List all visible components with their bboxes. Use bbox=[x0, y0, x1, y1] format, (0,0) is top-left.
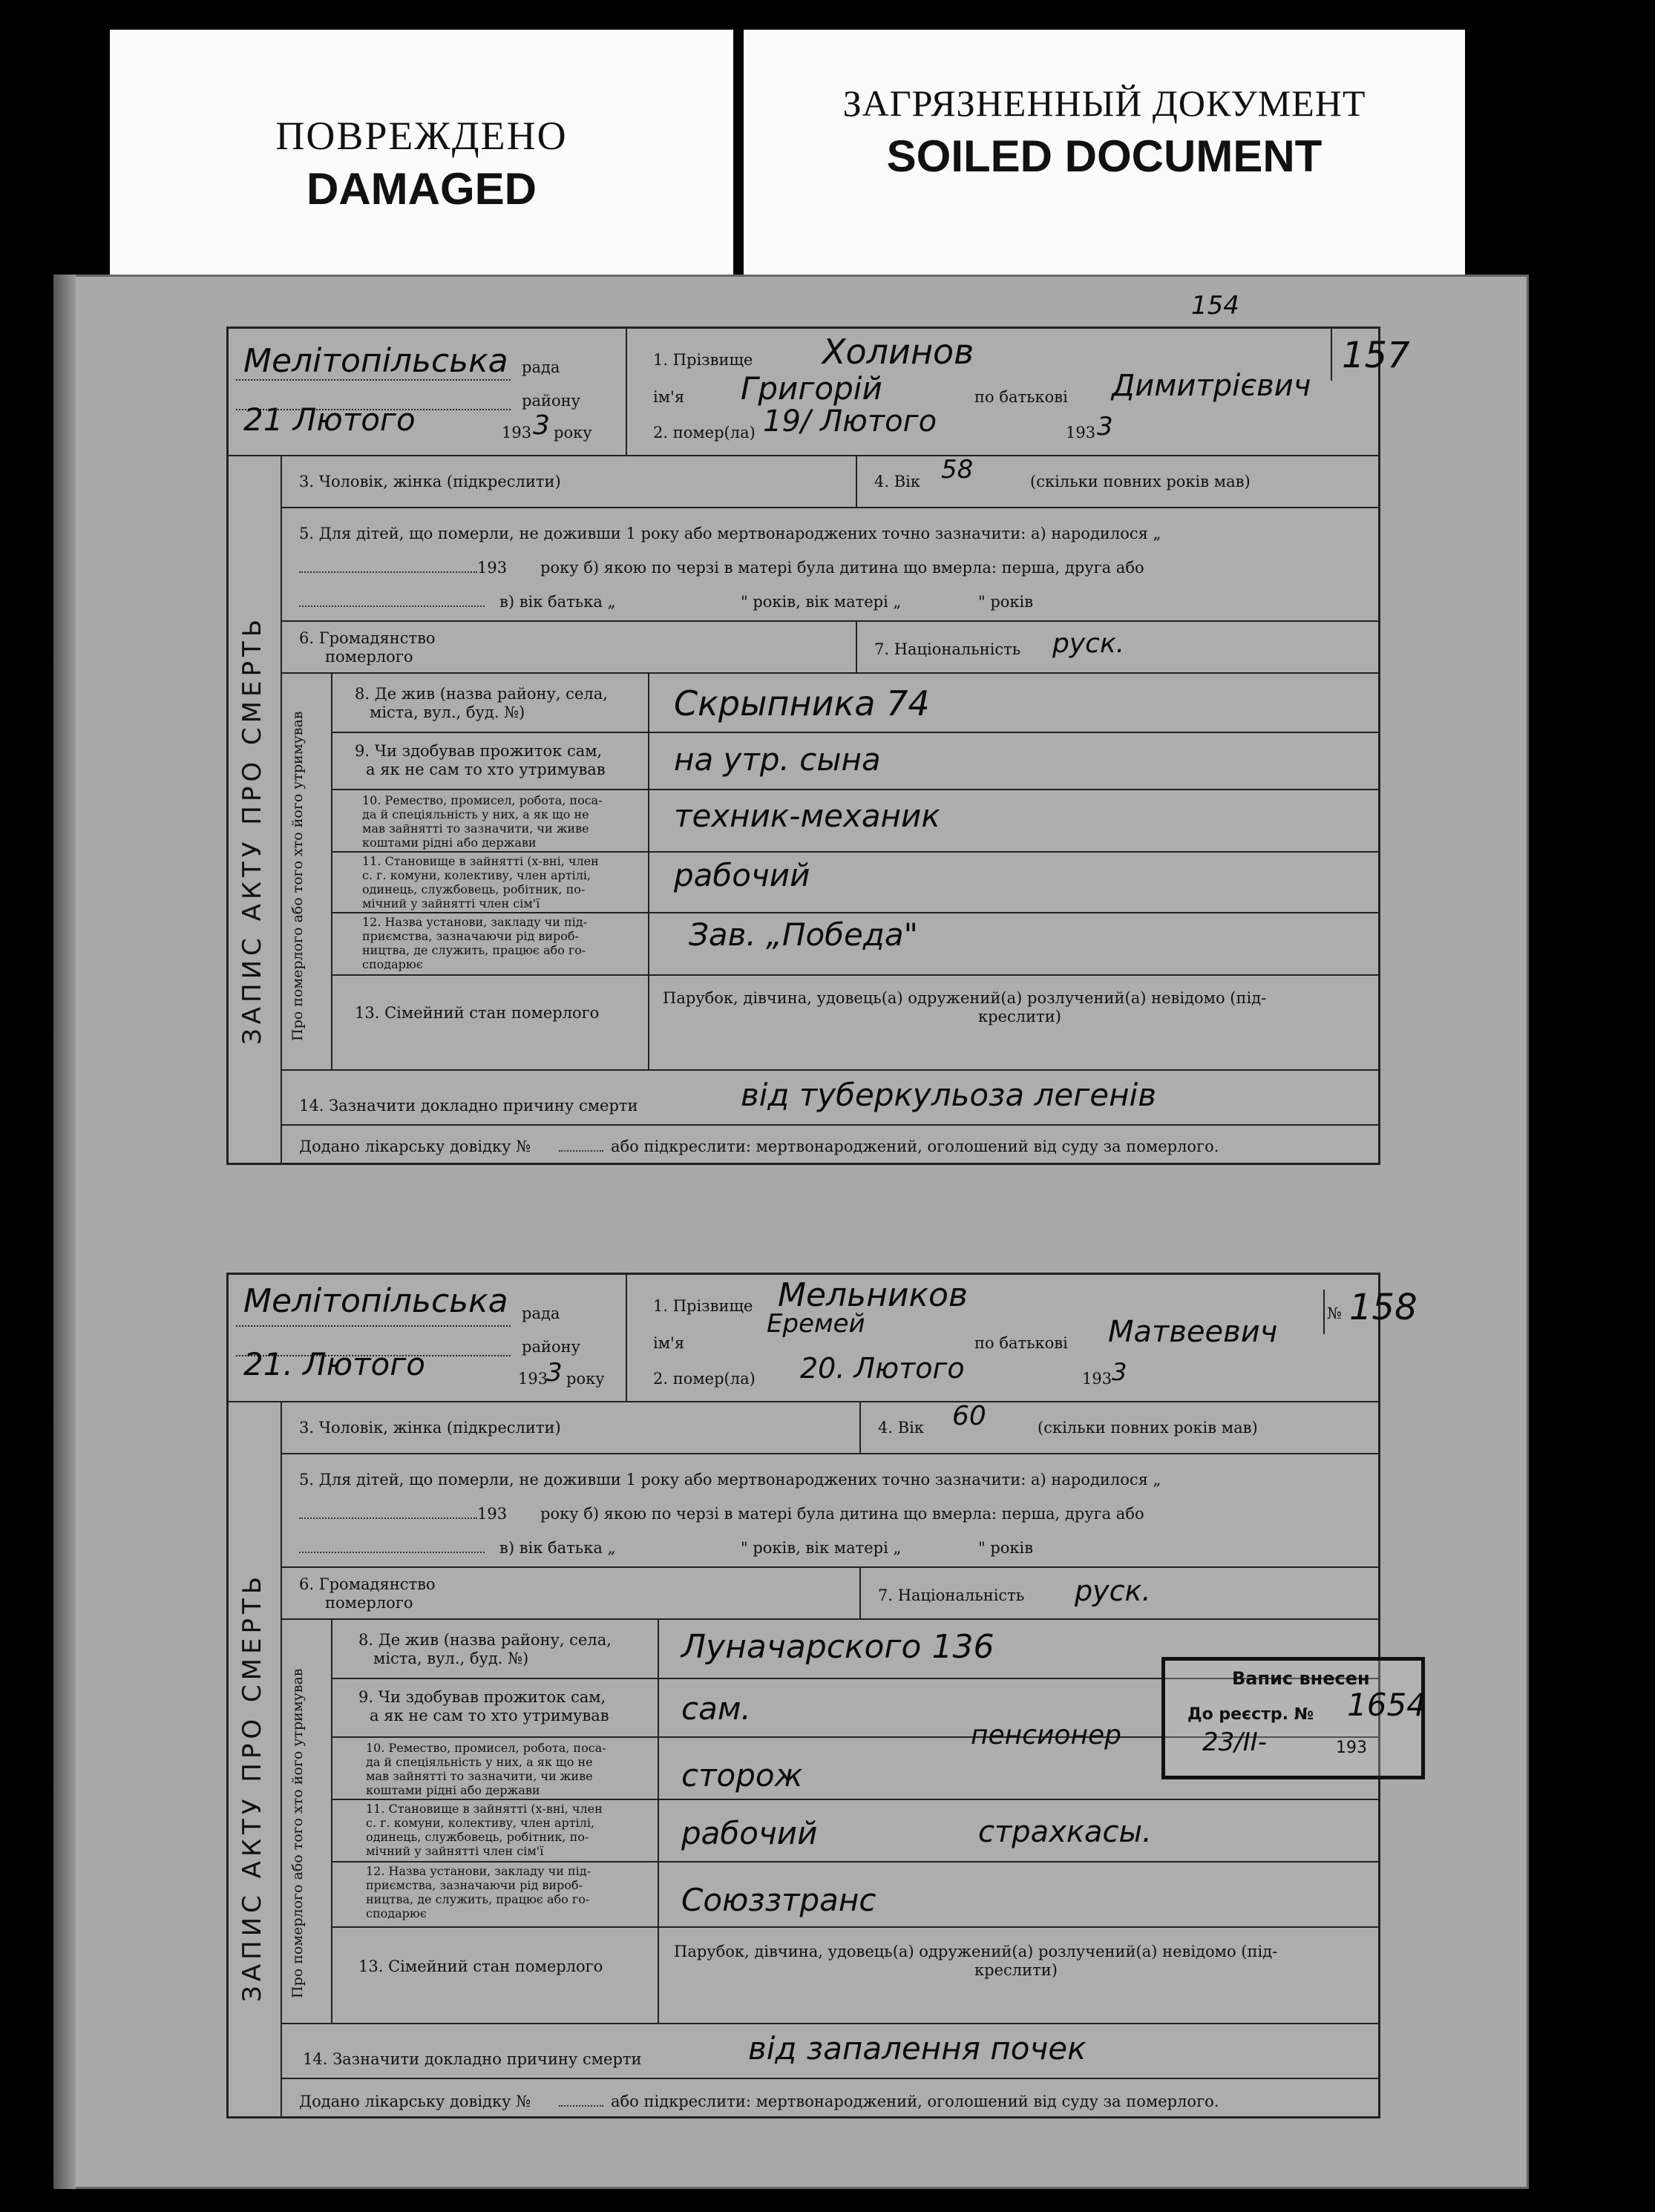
f14-label: 14. Зазначити докладно причину смерти bbox=[299, 1097, 638, 1115]
soiled-label-en: SOILED DOCUMENT bbox=[886, 131, 1323, 181]
f5-years: " років bbox=[978, 593, 1034, 611]
f5-father: в) вік батька „ bbox=[499, 1539, 616, 1557]
name-value: Григорій bbox=[741, 370, 882, 407]
address-value: Луначарского 136 bbox=[681, 1628, 994, 1666]
f7-label: 7. Національність bbox=[878, 1586, 1025, 1604]
stamp-date: 23/ІІ- bbox=[1202, 1727, 1268, 1757]
address-value: Скрыпника 74 bbox=[674, 683, 930, 723]
died-date: 20. Лютого bbox=[800, 1352, 965, 1385]
f4-label: 4. Вік bbox=[878, 1419, 924, 1437]
f12-label: 12. Назва установи, закладу чи під- приємства, зазначаючи рід вироб- ництва, де служить, працює або го- сподарює bbox=[366, 1864, 591, 1920]
name-label: ім'я bbox=[653, 388, 685, 406]
reg-year-prefix: 193 bbox=[502, 424, 532, 442]
nationality-value: руск. bbox=[1052, 629, 1125, 659]
patronymic-label: по батькові bbox=[974, 388, 1068, 406]
death-record-form-1 bbox=[226, 326, 1410, 1165]
reg-date: 21. Лютого bbox=[243, 1346, 426, 1382]
patronymic-value: Матвеевич bbox=[1108, 1315, 1278, 1349]
support-value: сам. bbox=[681, 1690, 751, 1727]
damaged-label-ru: ПОВРЕЖДЕНО bbox=[275, 114, 568, 158]
died-year-prefix: 193 bbox=[1066, 424, 1096, 442]
surname-value: Холинов bbox=[822, 332, 974, 372]
record-number: 157 bbox=[1342, 335, 1410, 376]
f6-label-a: 6. Громадянство bbox=[299, 1575, 436, 1593]
f13-tail: креслити) bbox=[978, 1008, 1061, 1025]
status-extra: страхкасы. bbox=[978, 1815, 1152, 1849]
patronymic-label: по батькові bbox=[974, 1334, 1068, 1352]
f10-label: 10. Ремество, промисел, робота, поса- да й спеціяльність у них, а як що не мав зайнятті то зазначити, чи живе коштами рідні або держави bbox=[362, 793, 603, 850]
side-subtitle: Про померлого або того хто його утримував bbox=[289, 711, 306, 1041]
died-label: 2. помер(ла) bbox=[653, 424, 756, 442]
age-value: 58 bbox=[941, 455, 974, 485]
status-value: рабочий bbox=[681, 1815, 818, 1851]
name-label: ім'я bbox=[653, 1334, 685, 1352]
f6-label-b: померлого bbox=[325, 1594, 413, 1612]
f9-label-a: 9. Чи здобував прожиток сам, bbox=[355, 742, 603, 760]
side-subtitle: Про померлого або того хто його утримував bbox=[289, 1668, 306, 1998]
employer-value: Союззтранс bbox=[681, 1882, 876, 1918]
f13-label: 13. Сімейний стан померлого bbox=[358, 1957, 603, 1975]
page-number: 154 bbox=[1191, 291, 1239, 321]
rada-label: рада bbox=[522, 1304, 560, 1322]
f12-label: 12. Назва установи, закладу чи під- приємства, зазначаючи рід вироб- ництва, де служить, працює або го- сподарює bbox=[362, 915, 587, 971]
f8-label-b: міста, вул., буд. №) bbox=[370, 703, 525, 721]
f4-label: 4. Вік bbox=[874, 473, 920, 490]
f5-line1: 5. Для дітей, що померли, не доживши 1 року або мертвонароджених точно зазначити: а) народилося „ bbox=[299, 1471, 1161, 1489]
reg-year-hw: 3 bbox=[546, 1358, 563, 1388]
reg-year-label: року bbox=[554, 424, 592, 442]
occupation-value: техник-механик bbox=[674, 798, 940, 834]
surname-value: Мельников bbox=[778, 1276, 968, 1314]
damaged-label-en: DAMAGED bbox=[307, 164, 537, 214]
record-number: 158 bbox=[1349, 1287, 1418, 1328]
f13-label: 13. Сімейний стан померлого bbox=[355, 1004, 600, 1022]
rayonu-label: району bbox=[522, 1338, 580, 1356]
died-year-hw: 3 bbox=[1112, 1358, 1127, 1386]
f9-label-a: 9. Чи здобував прожиток сам, bbox=[358, 1688, 606, 1706]
f7-label: 7. Національність bbox=[874, 640, 1021, 658]
f10-label: 10. Ремество, промисел, робота, поса- да й спеціяльність у них, а як що не мав зайнятті то зазначити, чи живе коштами рідні або держави bbox=[366, 1741, 606, 1797]
stamp-line1: Вапис внесен bbox=[1232, 1668, 1370, 1689]
f13-options: Парубок, дівчина, удовець(а) одружений(а) розлучений(а) невідомо (під- bbox=[674, 1943, 1278, 1960]
cause-value: від запалення почек bbox=[748, 2030, 1087, 2067]
died-label: 2. помер(ла) bbox=[653, 1370, 756, 1388]
footer-a: Додано лікарську довідку № bbox=[299, 2093, 531, 2110]
rada-value: Мелітопільська bbox=[243, 1282, 508, 1320]
f5-mother: " років, вік матері „ bbox=[741, 1539, 902, 1557]
soiled-label-ru: ЗАГРЯЗНЕННЫЙ ДОКУМЕНТ bbox=[842, 82, 1366, 124]
rada-value: Мелітопільська bbox=[243, 342, 508, 380]
footer-b: або підкреслити: мертвонароджений, оголошений від суду за померлого. bbox=[611, 1138, 1219, 1155]
name-value: Еремей bbox=[767, 1309, 865, 1339]
f5-years: " років bbox=[978, 1539, 1034, 1557]
reg-year-label: року bbox=[566, 1370, 605, 1388]
record-number-prefix: № bbox=[1327, 1304, 1342, 1322]
side-title: ЗАПИС АКТУ ПРО СМЕРТЬ bbox=[237, 614, 267, 1045]
f5-line1: 5. Для дітей, що померли, не доживши 1 року або мертвонароджених точно зазначити: а) народилося „ bbox=[299, 525, 1161, 542]
f5-line2: року б) якою по черзі в матері була дитина що вмерла: перша, друга або bbox=[540, 1505, 1144, 1523]
f5-year: 193 bbox=[477, 1505, 508, 1523]
f13-tail: креслити) bbox=[974, 1961, 1058, 1979]
f5-line2: року б) якою по черзі в матері була дитина що вмерла: перша, друга або bbox=[540, 559, 1144, 577]
cause-value: від туберкульоза легенів bbox=[741, 1077, 1156, 1113]
f4-tail: (скільки повних років мав) bbox=[1038, 1419, 1258, 1437]
f8-label-a: 8. Де жив (назва району, села, bbox=[355, 685, 608, 703]
side-title: ЗАПИС АКТУ ПРО СМЕРТЬ bbox=[237, 1572, 267, 2002]
reg-year-hw: 3 bbox=[533, 410, 550, 441]
age-value: 60 bbox=[952, 1401, 986, 1431]
f9-label-b: а як не сам то хто утримував bbox=[370, 1707, 609, 1724]
f3-label: 3. Чоловік, жінка (підкреслити) bbox=[299, 1419, 561, 1437]
reg-date: 21 Лютого bbox=[243, 401, 416, 438]
f6-label-b: померлого bbox=[325, 648, 413, 666]
footer-a: Додано лікарську довідку № bbox=[299, 1138, 531, 1155]
status-value: рабочий bbox=[674, 857, 810, 893]
reg-year-prefix: 193 bbox=[518, 1370, 548, 1388]
f5-mother: " років, вік матері „ bbox=[741, 593, 902, 611]
f14-label: 14. Зазначити докладно причину смерти bbox=[303, 2050, 642, 2068]
registry-stamp bbox=[1161, 1657, 1425, 1779]
f5-year: 193 bbox=[477, 559, 508, 577]
f9-label-b: а як не сам то хто утримував bbox=[366, 761, 606, 778]
patronymic-value: Димитрієвич bbox=[1112, 369, 1311, 403]
f6-label-a: 6. Громадянство bbox=[299, 629, 436, 647]
soiled-label-card bbox=[744, 30, 1465, 282]
employer-value: Зав. „Победа" bbox=[689, 916, 918, 953]
rada-label: рада bbox=[522, 358, 560, 376]
damaged-label-card bbox=[110, 30, 733, 282]
died-date: 19/ Лютого bbox=[763, 404, 937, 439]
surname-label: 1. Прізвище bbox=[653, 1297, 753, 1315]
died-year-hw: 3 bbox=[1097, 412, 1113, 442]
surname-label: 1. Прізвище bbox=[653, 351, 753, 369]
stamp-line2: До реєстр. № bbox=[1187, 1705, 1314, 1724]
f5-father: в) вік батька „ bbox=[499, 593, 616, 611]
f3-label: 3. Чоловік, жінка (підкреслити) bbox=[299, 473, 561, 490]
stamp-number: 1654 bbox=[1347, 1687, 1426, 1723]
f11-label: 11. Становище в зайнятті (х-вні, член с. г. комуни, колективу, член артілі, одинець, службовець, робітник, по- мічний у зайнятті член сім'ї bbox=[362, 854, 599, 910]
f13-options: Парубок, дівчина, удовець(а) одружений(а) розлучений(а) невідомо (під- bbox=[663, 989, 1267, 1007]
support-value: на утр. сына bbox=[674, 741, 881, 778]
sheet-binding-edge bbox=[53, 275, 76, 2189]
f8-label-a: 8. Де жив (назва району, села, bbox=[358, 1631, 612, 1649]
f11-label: 11. Становище в зайнятті (х-вні, член с. г. комуни, колективу, член артілі, одинець, службовець, робітник, по- мічний у зайнятті член сім'ї bbox=[366, 1802, 603, 1858]
died-year-prefix: 193 bbox=[1082, 1370, 1112, 1388]
occupation-extra: пенсионер bbox=[971, 1720, 1121, 1750]
f4-tail: (скільки повних років мав) bbox=[1030, 473, 1251, 490]
f8-label-b: міста, вул., буд. №) bbox=[373, 1650, 529, 1667]
rayonu-label: району bbox=[522, 392, 580, 410]
footer-b: або підкреслити: мертвонароджений, оголошений від суду за померлого. bbox=[611, 2093, 1219, 2110]
stamp-year: 193 bbox=[1336, 1739, 1367, 1757]
nationality-value: руск. bbox=[1075, 1575, 1151, 1607]
occupation-value: сторож bbox=[681, 1757, 803, 1793]
